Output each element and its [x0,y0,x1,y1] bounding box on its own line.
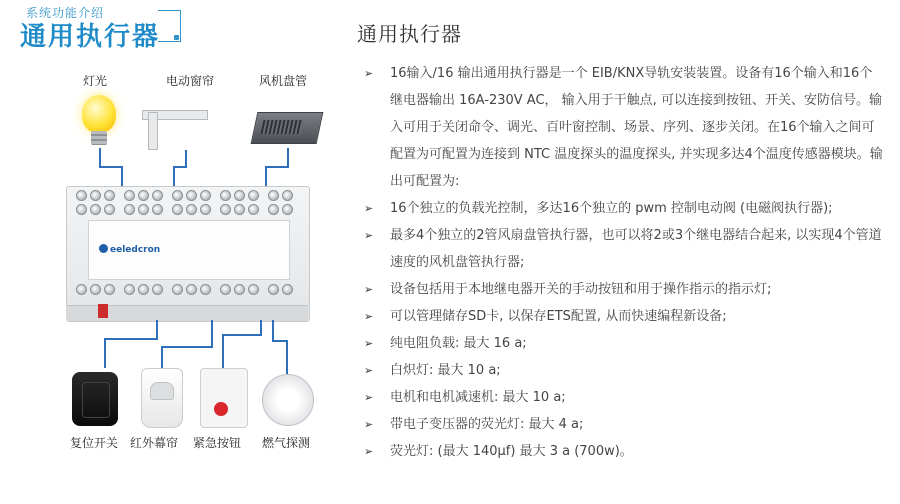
terminal-screw [200,190,211,201]
terminal-screw [268,204,279,215]
terminal-screw [172,204,183,215]
connector-line [211,320,213,348]
bullet-arrow-icon: ➢ [364,337,374,350]
bullet-arrow-icon: ➢ [364,391,374,404]
list-item-text: 电机和电机减速机: 最大 10 a; [390,390,566,405]
list-item-text: 带电子变压器的荧光灯: 最大 4 a; [390,417,584,432]
emergency-button-red [214,402,228,416]
fan-coil-grille [261,120,304,134]
terminal-screw [172,284,183,295]
connector-line [287,148,289,166]
list-item [364,384,884,411]
terminal-screw [234,204,245,215]
connector-line [161,346,163,368]
list-item [364,330,884,357]
terminal-screw [220,284,231,295]
terminal-screw [138,204,149,215]
list-item [364,438,884,465]
bullet-arrow-icon: ➢ [364,310,374,323]
din-release-tab [98,304,108,318]
connector-line [104,338,156,340]
terminal-screw [282,204,293,215]
terminal-screw [268,284,279,295]
terminal-screw [234,190,245,201]
label-gas-detector: 燃气探测 [262,436,311,450]
list-item-text: 16输入/16 输出通用执行器是一个 EIB/KNX导轨安装装置。设备有16个输入和16个继电器输出 16A-230V AC， 输入用于干触点, 可以连接到按钮、开关、安防信号。输入可用于关闭命令、调光、百叶窗控制、场景、序列、逐步关闭。在16个输入之间可配置为可配置为连接到 NTC 温度探头的温度探头, 并实现多达4个温度传感器模块。输出可配置为: [390,66,883,189]
terminal-screw [186,204,197,215]
connector-line [222,334,260,336]
terminal-screw [124,284,135,295]
terminal-screw [90,284,101,295]
terminal-screw [172,190,183,201]
terminal-screw [268,190,279,201]
bullet-arrow-icon: ➢ [364,418,374,431]
connector-line [99,148,101,166]
terminal-screw [124,204,135,215]
list-item [364,303,884,330]
terminal-screw [124,190,135,201]
connector-line [222,334,224,368]
terminal-screw [76,284,87,295]
list-item [364,195,884,222]
terminal-screw [152,204,163,215]
terminal-row-top [70,190,304,204]
terminal-screw [152,284,163,295]
label-emergency-button: 紧急按钮 [193,436,242,450]
device-brand: eeledcron [110,245,161,255]
bullet-arrow-icon: ➢ [364,283,374,296]
connector-line [161,346,211,348]
label-curtain: 电动窗帘 [166,74,215,88]
bullet-arrow-icon: ➢ [364,202,374,215]
terminal-screw [90,204,101,215]
list-item-text: 设备包括用于本地继电器开关的手动按钮和用于操作指示的指示灯; [390,282,772,297]
list-item [364,60,884,195]
terminal-screw [248,204,259,215]
list-item-text: 荧光灯: (最大 140µf) 最大 3 a (700w)。 [390,444,633,459]
connector-line [104,338,106,368]
terminal-screw [104,204,115,215]
light-bulb-base [91,131,107,145]
terminal-screw [200,204,211,215]
terminal-screw [282,190,293,201]
terminal-screw [104,284,115,295]
terminal-screw [282,284,293,295]
terminal-screw [138,190,149,201]
terminal-screw [248,190,259,201]
label-reset-switch: 复位开关 [70,436,119,450]
terminal-screw [152,190,163,201]
connector-line [260,320,262,336]
emergency-button-icon [200,368,248,428]
connector-line [272,340,288,342]
gas-detector-icon [262,374,314,426]
brand-logo-icon [99,244,108,253]
bullet-arrow-icon: ➢ [364,229,374,242]
terminal-screw [234,284,245,295]
light-bulb-icon [82,95,116,133]
terminal-screw [186,284,197,295]
curtain-rail-drop [148,112,158,150]
connector-line [173,166,187,168]
list-item-text: 最多4个独立的2管风扇盘管执行器，也可以将2或3个继电器结合起来, 以实现4个管道速度的风机盘管执行器; [390,228,882,270]
bullet-list [364,60,884,465]
terminal-screw [76,190,87,201]
section-subtitle: 系统功能介绍 [26,6,105,20]
label-fan-coil: 风机盘管 [259,74,308,88]
label-light: 灯光 [83,74,108,88]
terminal-screw [248,284,259,295]
content-title: 通用执行器 [357,22,462,46]
reset-switch-frame [82,382,110,418]
infrared-sensor-lens [150,382,174,400]
list-item-text: 白炽灯: 最大 10 a; [390,363,501,378]
list-item [364,222,884,276]
connector-line [265,166,289,168]
terminal-screw [200,284,211,295]
terminal-screw [220,204,231,215]
bullet-arrow-icon: ➢ [364,364,374,377]
connector-line [185,150,187,166]
list-item-text: 纯电阻负载: 最大 16 a; [390,336,527,351]
terminal-screw [76,204,87,215]
terminal-row-bottom [70,284,304,298]
terminal-screw [104,190,115,201]
list-item [364,357,884,384]
connector-line [156,320,158,340]
label-infrared-curtain: 红外幕帘 [130,436,179,450]
connector-line [272,320,274,342]
bullet-arrow-icon: ➢ [364,445,374,458]
list-item-text: 16个独立的负载光控制，多达16个独立的 pwm 控制电动阀 (电磁阀执行器); [390,201,833,216]
bullet-arrow-icon: ➢ [364,67,374,80]
title-dot-decoration [174,35,179,40]
terminal-screw [90,190,101,201]
list-item [364,411,884,438]
terminal-screw [220,190,231,201]
terminal-screw [138,284,149,295]
list-item [364,276,884,303]
terminal-row-top-2 [70,204,304,218]
connector-line [286,340,288,374]
list-item-text: 可以管理储存SD卡, 以保存ETS配置, 从而快速编程新设备; [390,309,727,324]
terminal-screw [186,190,197,201]
connector-line [99,166,121,168]
section-title: 通用执行器 [20,22,161,52]
